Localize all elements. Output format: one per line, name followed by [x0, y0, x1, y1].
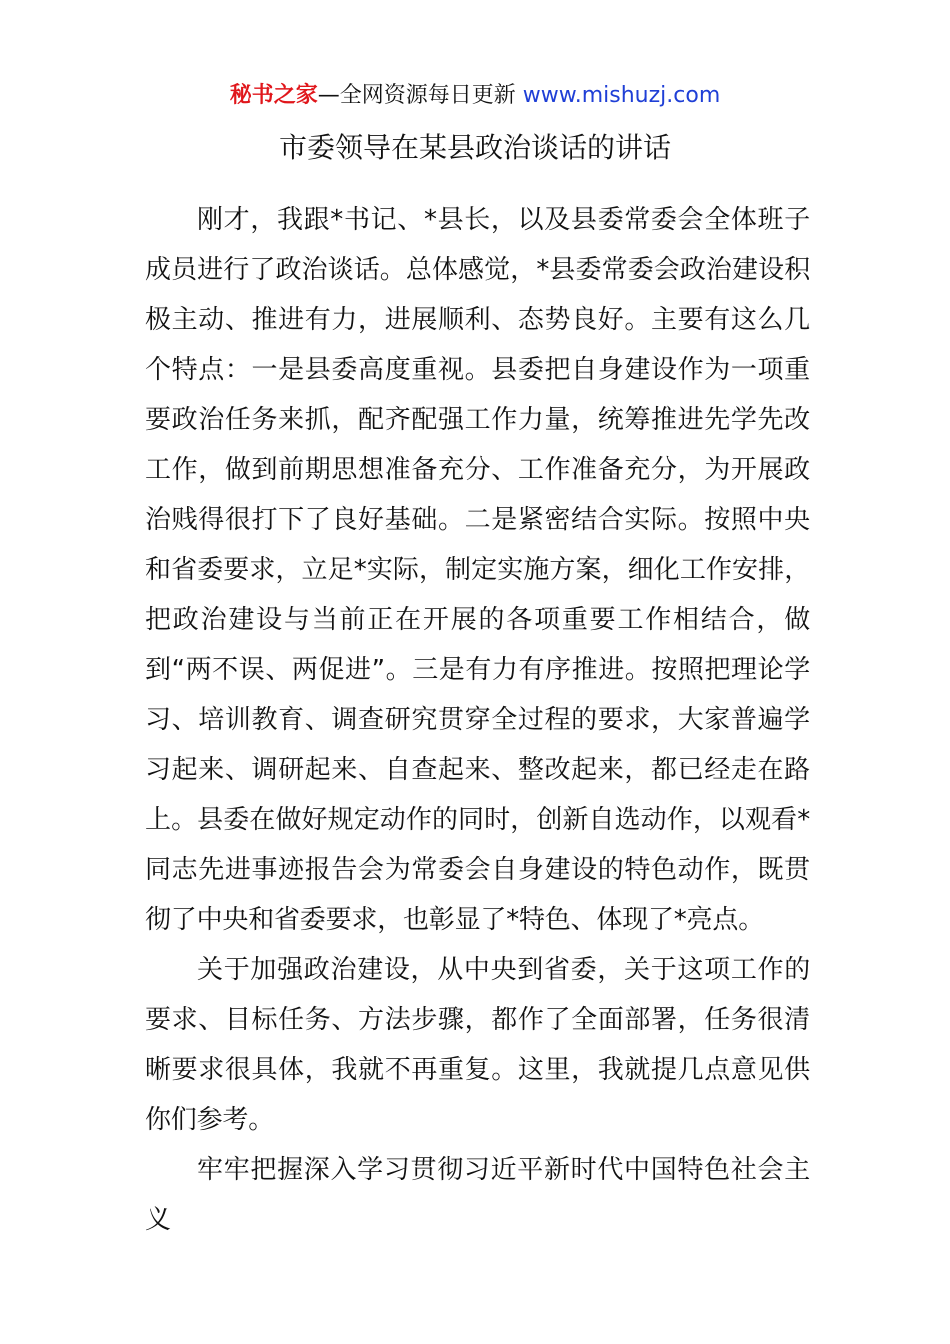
site-tagline: —全网资源每日更新 — [317, 83, 523, 108]
site-url-link[interactable]: www.mishuzj.com — [522, 83, 721, 108]
paragraph-3: 牢牢把握深入学习贯彻习近平新时代中国特色社会主义 — [145, 1155, 810, 1235]
document-title: 市委领导在某县政治谈话的讲话 — [278, 131, 671, 164]
site-brand: 秘书之家 — [229, 83, 318, 108]
document-body — [145, 195, 810, 1245]
paragraph-2: 关于加强政治建设，从中央到省委，关于这项工作的要求、目标任务、方法步骤，都作了全面部署，任务很清晰要求很具体，我就不再重复。这里，我就提几点意见供你们参考。 — [145, 955, 810, 1135]
site-header — [0, 80, 950, 112]
paragraph-1: 刚才，我跟*书记、*县长，以及县委常委会全体班子成员进行了政治谈话。总体感觉，*县委常委会政治建设积极主动、推进有力，进展顺利、态势良好。主要有这么几个特点：一是县委高度重视。县委把自身建设作为一项重要政治任务来抓，配齐配强工作力量，统筹推进先学先改工作，做到前期思想准备充分、工作准备充分，为开展政治贱得很打下了良好基础。二是紧密结合实际。按照中央和省委要求，立足*实际，制定实施方案，细化工作安排，把政治建设与当前正在开展的各项重要工作相结合，做到“两不误、两促进”。三是有力有序推进。按照把理论学习、培训教育、调查研究贯穿全过程的要求，大家普遍学习起来、调研起来、自查起来、整改起来，都已经走在路上。县委在做好规定动作的同时，创新自选动作，以观看*同志先进事迹报告会为常委会自身建设的特色动作，既贯彻了中央和省委要求，也彰显了*特色、体现了*亮点。 — [145, 205, 810, 935]
